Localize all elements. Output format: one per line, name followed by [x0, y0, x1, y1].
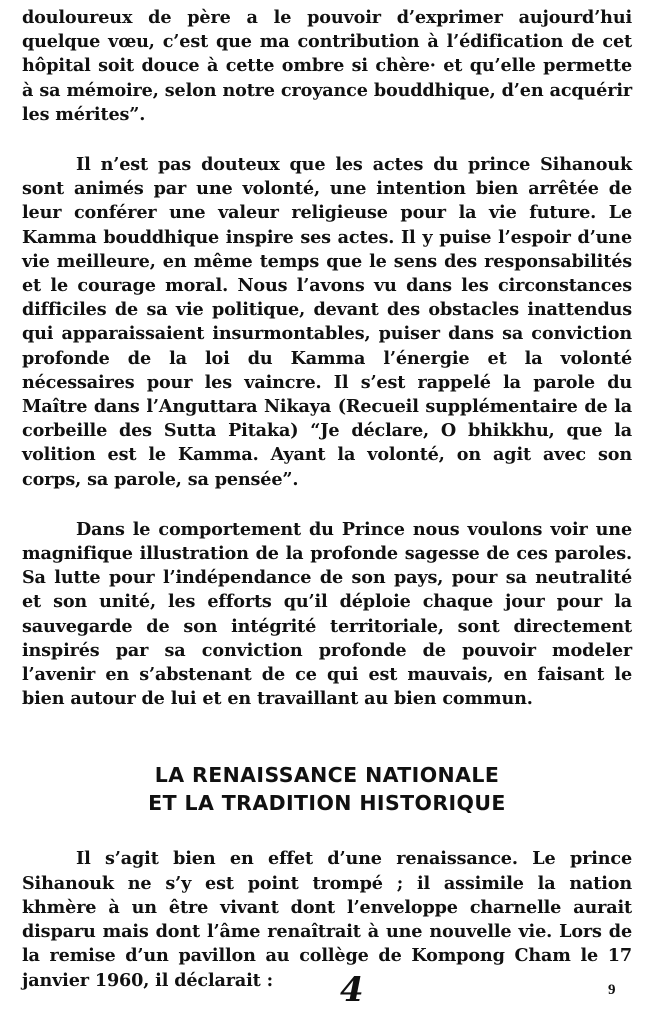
page-footer: [0, 970, 650, 1010]
paragraph-renaissance: Il s’agit bien en effet d’une renaissance. Le prince Sihanouk ne s’y est point trompé ; il assimile la nation khmère à un être vivant dont l’enveloppe charnelle aurait disparu mais dont l’âme renaîtrait à une nouvelle vie. Lors de la remise d’un pavillon au collège de Kompong Cham le 17 janvier 1960, il déclarait :: [22, 848, 632, 991]
section-heading-line-2: ET LA TRADITION HISTORIQUE: [148, 791, 506, 816]
handwritten-page-mark: 4: [340, 970, 364, 1010]
paragraph-prince-behavior: Dans le comportement du Prince nous voulons voir une magnifique illustration de la profonde sagesse de ces paroles. Sa lutte pour l’indépendance de son pays, pour sa neutralité et son unité, les efforts qu’il déploie chaque jour pour la sauvegarde de son intégrité territoriale, sont directement inspirés par sa conviction profonde de pouvoir modeler l’avenir en s’abstenant de ce qui est mauvais, en faisant le bien autour de lui et en travaillant au bien commun.: [22, 518, 632, 710]
page-number: 9: [608, 982, 616, 998]
paragraph-quote-ending: douloureux de père a le pouvoir d’exprimer aujourd’hui quelque vœu, c’est que ma contribution à l’édification de cet hôpital soit douce à cette ombre si chère· et qu’elle permette à sa mémoire, selon notre croyance bouddhique, d’en acquérir les mérites”.: [22, 7, 632, 125]
section-heading: [22, 761, 632, 817]
paragraph-kamma: Il n’est pas douteux que les actes du prince Sihanouk sont animés par une volonté, une intention bien arrêtée de leur conférer une valeur religieuse pour la vie future. Le Kamma bouddhique inspire ses actes. Il y puise l’espoir d’une vie meilleure, en même temps que le sens des responsabilités et le courage moral. Nous l’avons vu dans les circonstances difficiles de sa vie politique, devant des obstacles inattendus qui apparaissaient insurmontables, puiser dans sa conviction profonde de la loi du Kamma l’énergie et la volonté nécessaires pour les vaincre. Il s’est rappelé la parole du Maître dans l’Anguttara Nikaya (Recueil supplémentaire de la corbeille des Sutta Pitaka) “Je déclare, O bhikkhu, que la volition est le Kamma. Ayant la volonté, on agit avec son corps, sa parole, sa pensée”.: [22, 154, 632, 490]
section-heading-line-1: LA RENAISSANCE NATIONALE: [154, 763, 500, 788]
